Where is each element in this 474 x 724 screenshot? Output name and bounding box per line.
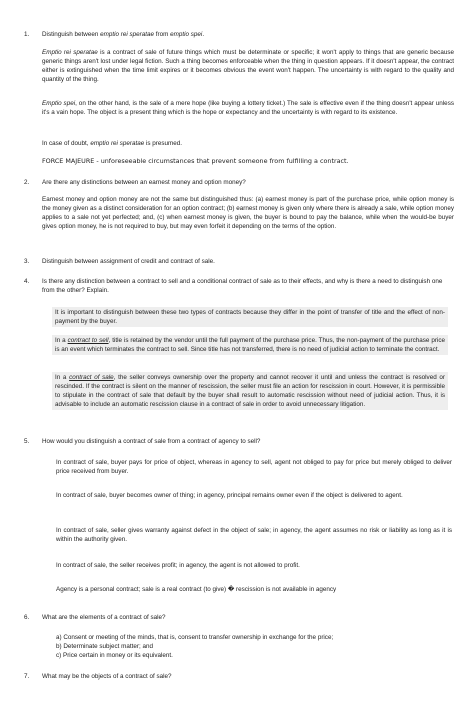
question-text: Is there any distinction between a contract to sell and a conditional contract of sale as to their effects, and why is there a need to distinguish one from the other? Explain. xyxy=(42,278,443,294)
question-text: Distinguish between assignment of credit and contract of sale. xyxy=(42,258,215,265)
answer-paragraph-highlighted: It is important to distinguish between these two types of contracts because they differ in the point of transfer of title and the effect of non-payment by the buyer. xyxy=(52,307,448,327)
question-number: 3. xyxy=(24,258,30,265)
question-text: What may be the objects of a contract of sale? xyxy=(42,673,172,680)
answer-paragraph: In contract of sale, buyer becomes owner of thing; in agency, principal remains owner even if the object is delivered to agent. xyxy=(56,492,403,499)
answer-paragraph: Emptio rei speratae is a contract of sale of future things which must be determinate or specific; it won't apply to things that are generic because generic things aren't lost under legal fiction. Such a thing becomes enforceable when the thing in question appears. If it doesn't appear, the contract either is extinguished when the time limit expires or it becomes obvious the event won't happen. The uncertainty is with regard to the quality and quantity of the thing. xyxy=(42,49,454,83)
question-text: Are there any distinctions between an earnest money and option money? xyxy=(42,179,246,186)
force-majeure-note: FORCE MAJEURE - unforeseeable circumstances that prevent someone from fulfilling a contract. xyxy=(42,157,349,165)
answer-paragraph: In contract of sale, seller gives warranty against defect in the object of sale; in agency, the agent assumes no risk or liability as long as it is within the authority given. xyxy=(56,527,452,543)
list-item: c) Price certain in money or its equivalent. xyxy=(56,652,173,659)
list-item: a) Consent or meeting of the minds, that is, consent to transfer ownership in exchange for the price; xyxy=(56,634,334,641)
answer-paragraph: Emptio spei, on the other hand, is the sale of a mere hope (like buying a lottery ticket.) The sale is effective even if the thing doesn't appear unless it's a vain hope. The object is a present thing which is the hope or expectancy and the uncertainty is with regard to its existence. xyxy=(42,100,454,116)
answer-paragraph: In case of doubt, emptio rei speratae is presumed. xyxy=(42,140,183,147)
question-number: 1. xyxy=(24,31,30,38)
question-number: 6. xyxy=(24,614,30,621)
answer-paragraph-highlighted: In a contract of sale, the seller conveys ownership over the property and cannot recover it until and unless the contract is resolved or rescinded. If the contract is silent on the manner of rescission, the seller must file an action for rescission in court. However, it is permissible to stipulate in the contract of sale that default by the buyer shall result to automatic rescission without need of judicial action. Thus, it is advisable to include an automatic rescission clause in a contract of sale in order to avoid unnecessary litigation. xyxy=(52,372,448,410)
question-number: 4. xyxy=(24,278,30,285)
question-number: 7. xyxy=(24,673,30,680)
answer-paragraph: Earnest money and option money are not the same but distinguished thus: (a) earnest money is part of the purchase price, while option money is the money given as a distinct consideration for an option contract; (b) earnest money is given only where there is already a sale, while option money applies to a sale not yet perfected; and, (c) when earnest money is given, the buyer is bound to pay the balance, while when the would-be buyer gives option money, he is not required to buy, but may even forfeit it depending on the terms of the option. xyxy=(42,196,454,230)
list-item: b) Determinate subject matter; and xyxy=(56,643,153,650)
question-number: 5. xyxy=(24,438,30,445)
question-text: How would you distinguish a contract of sale from a contract of agency to sell? xyxy=(42,438,261,445)
question-text: Distinguish between emptio rei speratae from emptio spei. xyxy=(42,31,205,38)
answer-paragraph: Agency is a personal contract; sale is a real contract (to give) � rescission is not available in agency xyxy=(56,586,337,593)
question-text: What are the elements of a contract of sale? xyxy=(42,614,166,621)
question-number: 2. xyxy=(24,179,30,186)
answer-paragraph: In contract of sale, buyer pays for price of object, whereas in agency to sell, agent not obliged to pay for price but merely obliged to deliver price received from buyer. xyxy=(56,459,452,475)
answer-paragraph-highlighted: In a contract to sell, title is retained by the vendor until the full payment of the purchase price. Thus, the non-payment of the purchase price is an event which terminates the contract to sell. Since title has not transferred, there is no need of judicial action to terminate the contract. xyxy=(52,335,448,355)
answer-paragraph: In contract of sale, the seller receives profit; in agency, the agent is not allowed to profit. xyxy=(56,562,300,569)
